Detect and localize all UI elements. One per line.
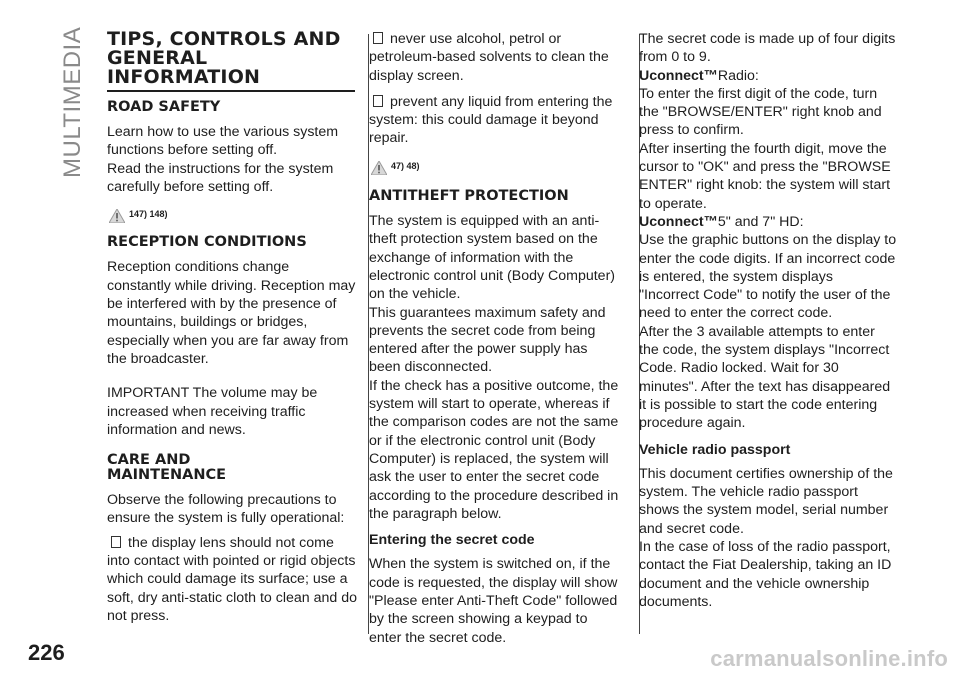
reception-paragraph-2: IMPORTANT The volume may be increased when receiving traffic information and news. <box>107 385 318 438</box>
warning-reference <box>371 157 619 175</box>
column-1 <box>107 30 357 625</box>
column-3 <box>639 30 897 611</box>
uconnect-radio-label <box>639 67 897 85</box>
radio-instructions-paragraph-1: To enter the first digit of the code, turn the "BROWSE/ENTER" right knob and press to confirm. <box>639 85 882 139</box>
watermark: carmanualsonline.info <box>710 646 948 671</box>
page-number: 226 <box>28 640 65 665</box>
care-paragraph-1: Observe the following precautions to ensure the system is fully operational: <box>107 492 345 527</box>
page-title: TIPS, CONTROLS AND GENERAL INFORMATION <box>107 30 355 92</box>
warning-triangle-icon <box>109 209 125 223</box>
road-safety-paragraph-1: Learn how to use the various system functions before setting off. <box>107 124 339 159</box>
heading-care-maintenance: CARE AND MAINTENANCE <box>107 452 227 484</box>
antitheft-paragraph-1: The system is equipped with an anti-theft protection system based on the exchange of information with the electronic control unit (Body Computer) on the vehicle. <box>369 213 616 303</box>
uconnect-brand: Uconnect™ <box>639 67 718 84</box>
code-digits-paragraph: The secret code is made up of four digits from 0 to 9. <box>639 31 896 66</box>
checkbox-bullet-icon <box>111 536 121 548</box>
warning-reference <box>109 205 357 223</box>
list-item <box>369 30 619 85</box>
warning-reference-text: 47) 48) <box>391 160 420 171</box>
antitheft-paragraph-2: This guarantees maximum safety and prevents the secret code from being entered after the power supply has been disconnected. <box>369 304 606 376</box>
section-label-text: MULTIMEDIA <box>59 26 86 178</box>
passport-paragraph-1: This document certifies ownership of the system. The vehicle radio passport shows the system model, serial number and secret code. <box>639 465 893 537</box>
radio-instructions-paragraph-2: After inserting the fourth digit, move the cursor to "OK" and press the "BROWSE ENTER" right knob: the system will start to operate. <box>639 140 891 212</box>
uconnect-hd-variant: 5" and 7" HD: <box>717 213 804 230</box>
bullet-text: prevent any liquid from entering the system: this could damage it beyond repair. <box>369 93 613 147</box>
bullet-text: the display lens should not come into contact with pointed or rigid objects which could damage its surface; use a soft, dry anti-static cloth to clean and do not press. <box>107 534 357 624</box>
uconnect-hd-label <box>639 213 897 231</box>
heading-vehicle-radio-passport: Vehicle radio passport <box>639 441 791 458</box>
reception-paragraph-1: Reception conditions change constantly while driving. Reception may be interfered with by the presence of mountains, buildings or bridges, especially when you are far away from the broadcaster. <box>107 259 356 367</box>
checkbox-bullet-icon <box>373 32 383 44</box>
heading-antitheft-protection: ANTITHEFT PROTECTION <box>369 188 569 205</box>
secret-code-paragraph: When the system is switched on, if the code is requested, the display will show "Please enter Anti-Theft Code" followed by the screen showing a keypad to enter the secret code. <box>369 556 618 646</box>
column-2 <box>369 30 619 647</box>
list-item <box>369 93 619 148</box>
road-safety-paragraph-2: Read the instructions for the system carefully before setting off. <box>107 160 334 195</box>
heading-reception-conditions: RECEPTION CONDITIONS <box>107 234 307 251</box>
passport-paragraph-2: In the case of loss of the radio passport, contact the Fiat Dealership, taking an ID document and the vehicle ownership documents. <box>639 539 892 610</box>
bullet-text: never use alcohol, petrol or petroleum-based solvents to clean the display screen. <box>369 31 609 84</box>
heading-entering-secret-code: Entering the secret code <box>369 532 535 549</box>
uconnect-radio-variant: Radio: <box>717 67 759 84</box>
antitheft-paragraph-3: If the check has a positive outcome, the system will start to operate, whereas if the comparison codes are not the same or if the electronic control unit (Body Computer) is replaced, the system will ask the user to enter the secret code according to the procedure described in the paragraph below. <box>369 377 619 522</box>
section-label <box>57 26 86 178</box>
list-item <box>107 534 357 625</box>
warning-triangle-icon <box>371 161 387 175</box>
hd-instructions-paragraph-1: Use the graphic buttons on the display to enter the code digits. If an incorrect code is entered, the system displays "Incorrect Code" to notify the user of the need to enter the correct code. <box>639 232 897 322</box>
heading-road-safety: ROAD SAFETY <box>107 99 221 115</box>
hd-instructions-paragraph-2: After the 3 available attempts to enter the code, the system displays "Incorrect Code. Radio locked. Wait for 30 minutes". After the text has disappeared it is possible to start the code entering procedure again. <box>639 323 891 432</box>
uconnect-brand: Uconnect™ <box>639 213 718 230</box>
warning-reference-text: 147) 148) <box>129 209 168 220</box>
checkbox-bullet-icon <box>373 95 383 107</box>
